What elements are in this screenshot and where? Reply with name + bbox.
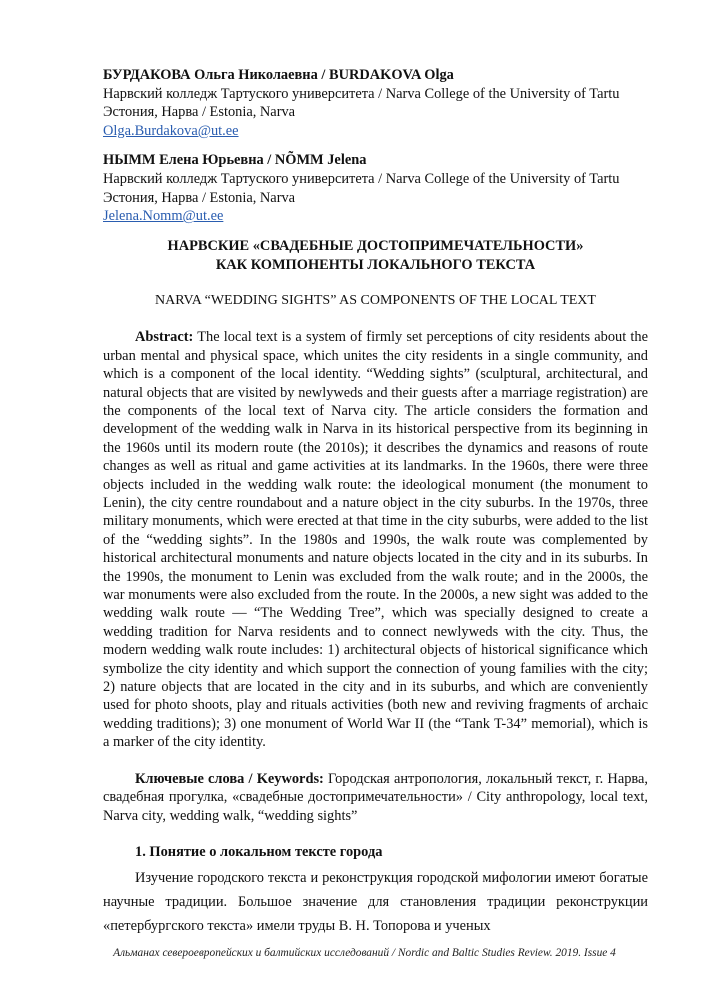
author-email-link[interactable]: Olga.Burdakova@ut.ee bbox=[103, 122, 239, 139]
author-block-1 bbox=[103, 66, 648, 140]
author-affiliation: Нарвский колледж Тартуского университета / Narva College of the University of Tartu bbox=[103, 85, 620, 102]
article-title-ru bbox=[103, 237, 648, 275]
article-content bbox=[103, 66, 648, 938]
author-email-link[interactable]: Jelena.Nomm@ut.ee bbox=[103, 208, 224, 225]
journal-footer: Альманах североевропейских и балтийских исследований / Nordic and Baltic Studies Review. 2019. Issue 4 bbox=[113, 947, 616, 959]
author-block-2 bbox=[103, 151, 648, 225]
keywords-label: Ключевые слова / Keywords: bbox=[135, 770, 324, 787]
title-ru-line-1: НАРВСКИЕ «СВАДЕБНЫЕ ДОСТОПРИМЕЧАТЕЛЬНОСТИ» bbox=[167, 237, 584, 254]
article-title-en: NARVA “WEDDING SIGHTS” AS COMPONENTS OF THE LOCAL TEXT bbox=[155, 292, 596, 308]
body-paragraph: Изучение городского текста и реконструкция городской мифологии имеют богатые научные традиции. Большое значение для становления традиции реконструкции «петербургского текста» имели труды В. Н. Топорова и ученых bbox=[103, 869, 648, 934]
keywords-text: Городская антропология, локальный текст, г. Нарва, свадебная прогулка, «свадебные достопримечательности» / City anthropology, local text, Narva city, wedding walk, “wedding sights” bbox=[103, 770, 648, 824]
author-location: Эстония, Нарва / Estonia, Narva bbox=[103, 104, 296, 121]
abstract-text: The local text is a system of firmly set perceptions of city residents about the urban mental and physical space, which unites the city residents in a single community, and which is a component of the local identity. “Wedding sights” (sculptural, architectural, and natural objects that are visited by newlyweds and their guests after a marriage registration) are the components of the local text of Narva city. The article considers the formation and development of the wedding walk in Narva in its historical perspective from its beginning in the 1960s until its modern route (the 2010s); it describes the dynamics and reasons of route changes as well as ritual and game activities at its landmarks. In the 1960s, there were three objects included in the wedding walk route: the ideological monument (the monument to Lenin), the city centre roundabout and a nature object in the city suburbs. In the 1970s, three military monuments, which were erected at that time in the city suburbs, were added to the list of the “wedding sights”. In the 1980s and 1990s, the walk route was complemented by historical architectural monuments and nature objects located in the city and in its suburbs. In the 1990s, the monument to Lenin was excluded from the walk route; and in the 2000s, the war monuments were also excluded from the route. In the 2000s, a new sight was added to the wedding walk route — “The Wedding Tree”, which was specially designed to create a wedding tradition for Narva residents and to connect newlyweds with the city. Thus, the modern wedding walk route includes: 1) architectural objects of historical significance which symbolize the city identity and which support the connection of young families with the city; 2) nature objects that are located in the city and in its suburbs, and which are conveniently used for photo shoots, play and rituals activities (both new and reviving fragments of archaic wedding traditions); 3) one monument of World War II (the “Tank T-34” memorial), which is a marker of the city identity. bbox=[103, 329, 648, 751]
title-ru-line-2: КАК КОМПОНЕНТЫ ЛОКАЛЬНОГО ТЕКСТА bbox=[215, 256, 536, 273]
abstract-paragraph bbox=[103, 328, 648, 751]
author-affiliation: Нарвский колледж Тартуского университета / Narva College of the University of Tartu bbox=[103, 170, 620, 187]
section-heading: 1. Понятие о локальном тексте города bbox=[135, 843, 383, 860]
author-location: Эстония, Нарва / Estonia, Narva bbox=[103, 189, 296, 206]
keywords-paragraph bbox=[103, 770, 648, 825]
author-name: БУРДАКОВА Ольга Николаевна / BURDAKOVA Olga bbox=[103, 67, 454, 83]
abstract-label: Abstract: bbox=[135, 329, 194, 346]
author-name: НЫММ Елена Юрьевна / NÕMM Jelena bbox=[103, 152, 367, 169]
